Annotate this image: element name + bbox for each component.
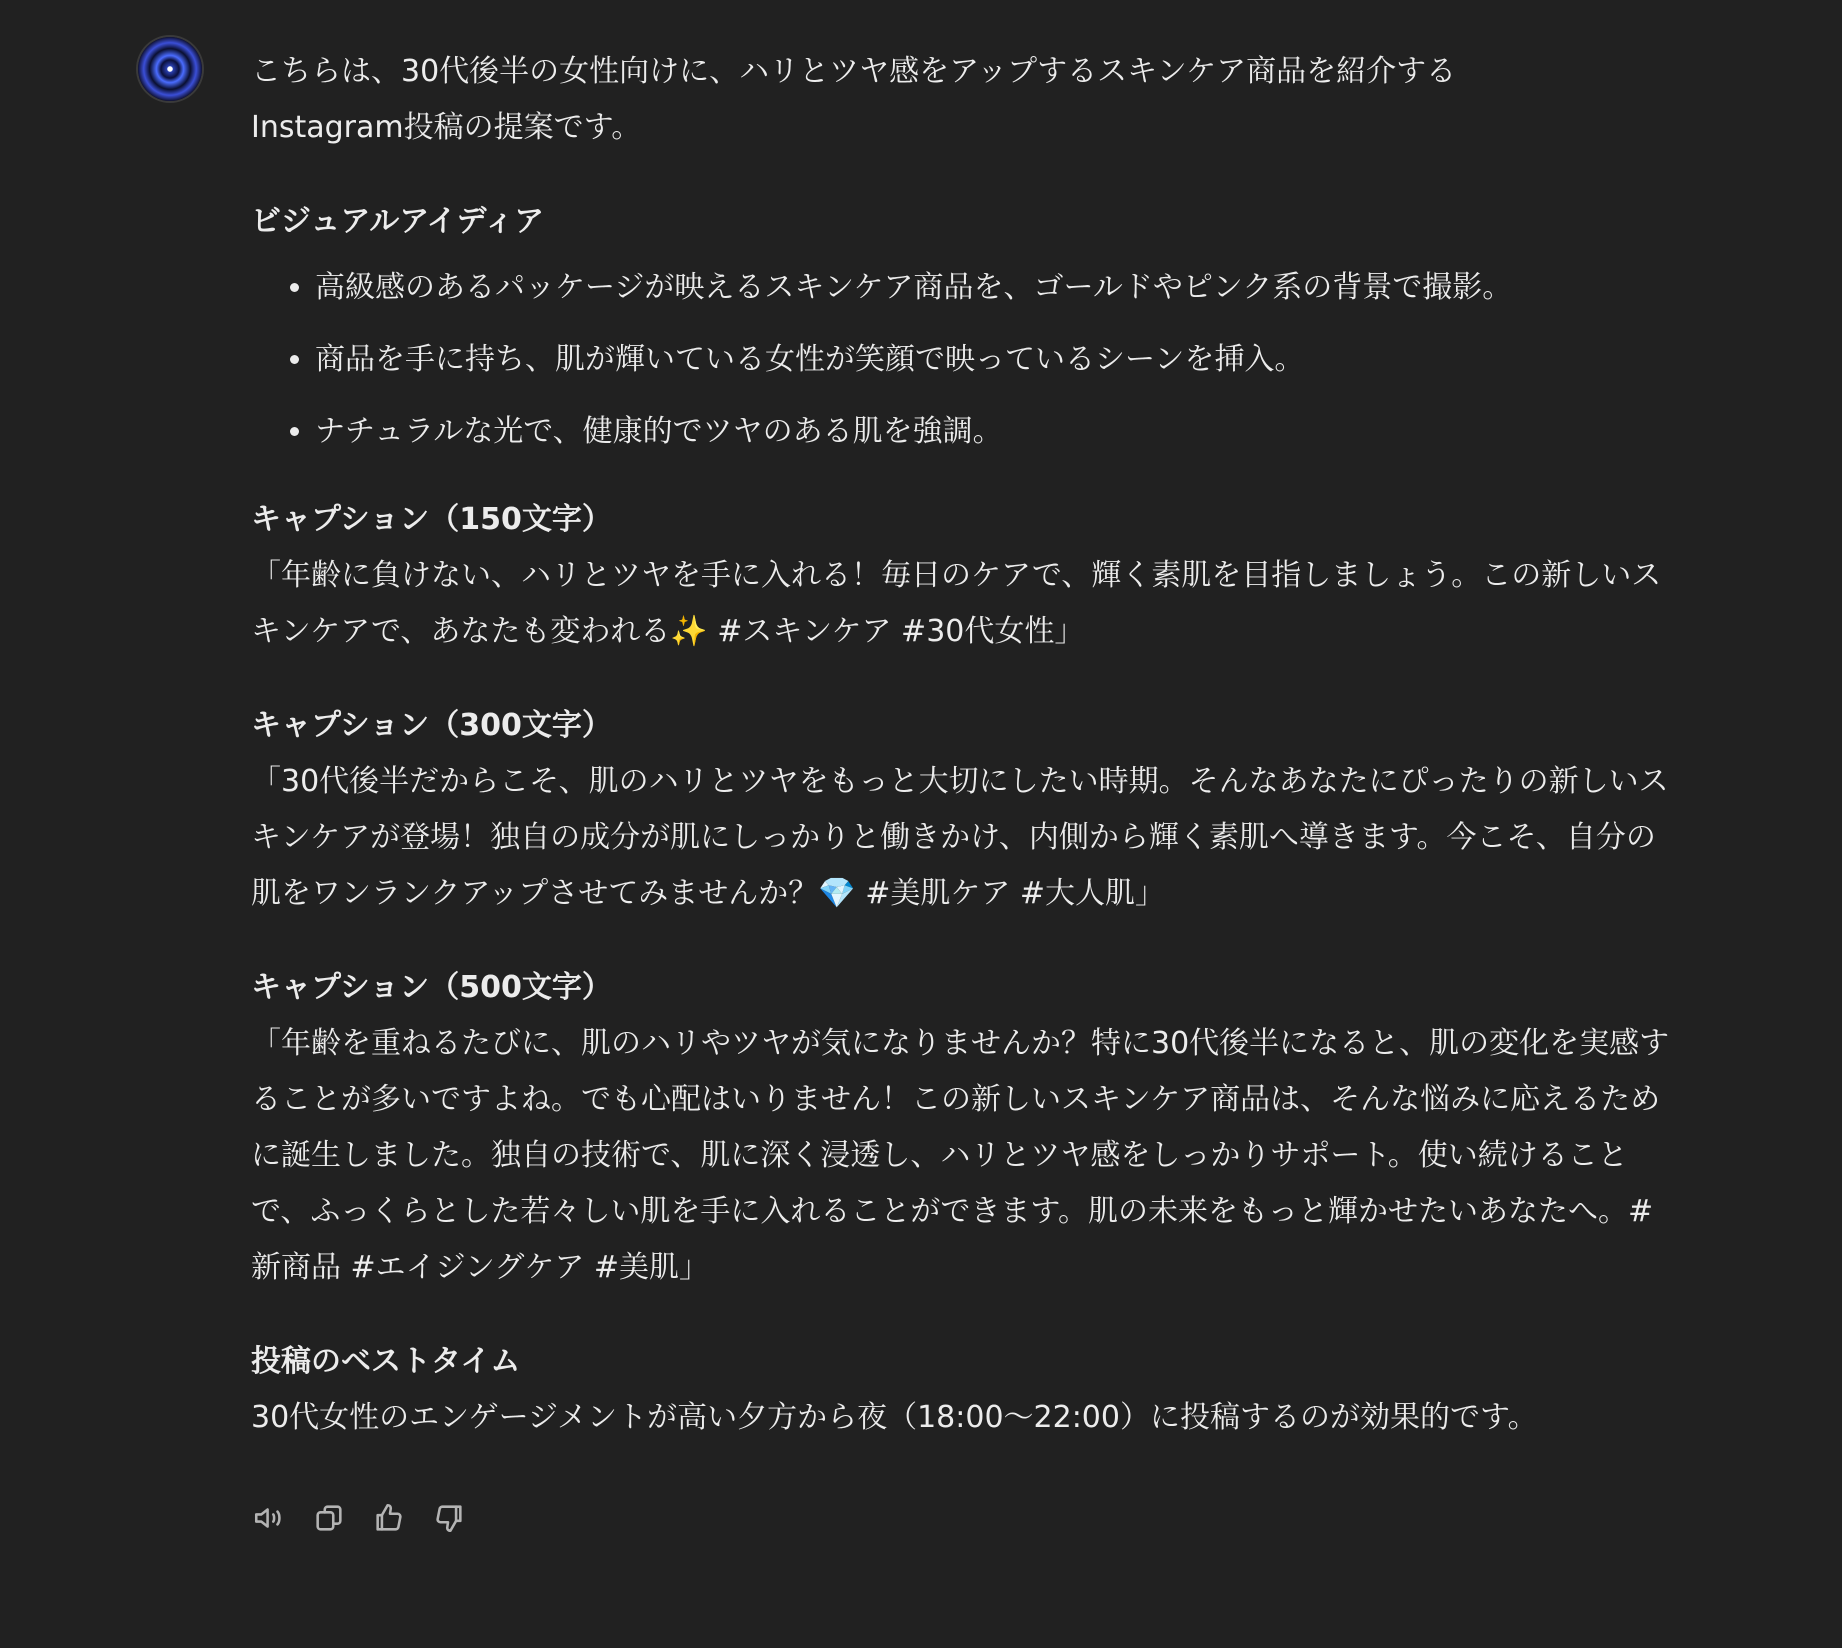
message-action-bar bbox=[251, 1500, 467, 1536]
intro-line-1: こちらは、30代後半の女性向けに、ハリとツヤ感をアップするスキンケア商品を紹介する bbox=[251, 54, 1457, 89]
caption-150-text: 「年齢に負けない、ハリとツヤを手に入れる！毎日のケアで、輝く素肌を目指しましょう。この新しいスキンケアで、あなたも変われる✨ #スキンケア #30代女性」 bbox=[251, 558, 1662, 649]
speaker-icon bbox=[252, 1501, 286, 1535]
thumbs-up-icon bbox=[372, 1501, 406, 1535]
visual-item: • 高級感のあるパッケージが映えるスキンケア商品を、ゴールドやピンク系の背景で撮影。 bbox=[315, 260, 1671, 316]
caption-500-section bbox=[251, 960, 1671, 1296]
caption-500-text: 「年齢を重ねるたびに、肌のハリやツヤが気になりませんか？特に30代後半になると、肌の変化を実感することが多いですよね。でも心配はいりません！この新しいスキンケア商品は、そんな悩みに応えるために誕生しました。独自の技術で、肌に深く浸透し、ハリとツヤ感をしっかりサポート。使い続けることで、ふっくらとした若々しい肌を手に入れることができます。肌の未来をもっと輝かせたいあなたへ。#新商品 #エイジングケア #美肌」 bbox=[251, 1026, 1670, 1285]
intro-paragraph bbox=[251, 44, 1671, 156]
visual-item: • 商品を手に持ち、肌が輝いている女性が笑顔で映っているシーンを挿入。 bbox=[315, 332, 1671, 388]
visual-list bbox=[251, 260, 1671, 460]
besttime-section bbox=[251, 1334, 1671, 1446]
caption-300-section bbox=[251, 698, 1671, 922]
visual-heading: ビジュアルアイディア bbox=[251, 204, 545, 239]
bad-response-button[interactable] bbox=[431, 1500, 467, 1536]
caption-150-section bbox=[251, 492, 1671, 660]
besttime-text: 30代女性のエンゲージメントが高い夕方から夜（18:00〜22:00）に投稿するのが効果的です。 bbox=[251, 1400, 1538, 1435]
read-aloud-button[interactable] bbox=[251, 1500, 287, 1536]
assistant-avatar bbox=[138, 37, 202, 101]
caption-150-heading: キャプション（150文字） bbox=[251, 502, 612, 537]
copy-button[interactable] bbox=[311, 1500, 347, 1536]
good-response-button[interactable] bbox=[371, 1500, 407, 1536]
intro-line-2: Instagram投稿の提案です。 bbox=[251, 110, 642, 145]
visual-item: • ナチュラルな光で、健康的でツヤのある肌を強調。 bbox=[315, 404, 1671, 460]
copy-icon bbox=[312, 1501, 346, 1535]
besttime-heading: 投稿のベストタイム bbox=[251, 1344, 521, 1379]
caption-300-text: 「30代後半だからこそ、肌のハリとツヤをもっと大切にしたい時期。そんなあなたにぴったりの新しいスキンケアが登場！独自の成分が肌にしっかりと働きかけ、内側から輝く素肌へ導きます。今こそ、自分の肌をワンランクアップさせてみませんか？💎 #美肌ケア #大人肌」 bbox=[251, 764, 1669, 911]
caption-300-heading: キャプション（300文字） bbox=[251, 708, 612, 743]
thumbs-down-icon bbox=[432, 1501, 466, 1535]
caption-500-heading: キャプション（500文字） bbox=[251, 970, 612, 1005]
assistant-message bbox=[251, 44, 1671, 1446]
